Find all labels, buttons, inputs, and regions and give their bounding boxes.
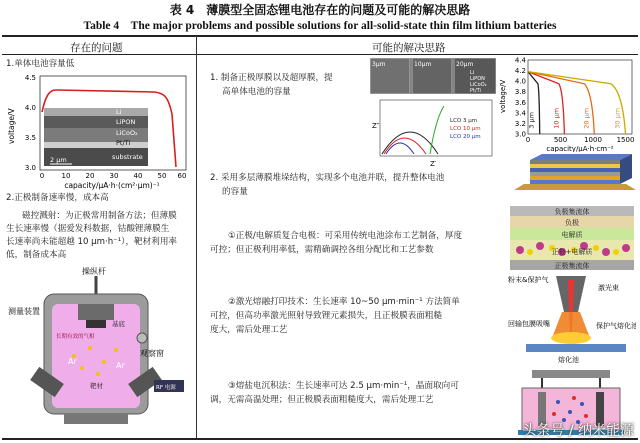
solution-3a: ①正极/电解质复合电极：可采用传统电池涂布工艺制备，厚度 xyxy=(228,231,463,241)
solution-5b: 调，无需高温处理；但正极膜表面粗糙度大，需后处理工艺 xyxy=(210,395,434,405)
y-tick-label: 3.2 xyxy=(514,119,526,128)
x-tick: 20 xyxy=(85,172,95,180)
fig1-xlabel: capacity/μA·h·(cm²·μm)⁻¹ xyxy=(64,181,160,190)
stack-licoo2: LiCoO₂ xyxy=(470,82,487,88)
substrate-label: 基底 xyxy=(112,320,125,328)
column-divider xyxy=(196,36,197,438)
top-rule xyxy=(2,35,638,37)
solution-4a: ②激光熔融打印技术：生长速率 10~50 μm·min⁻¹ 方法简单 xyxy=(228,297,460,307)
col-solution-header: 可能的解决思路 xyxy=(372,42,446,54)
solution-2b: 的容量 xyxy=(222,187,248,197)
fig1-capacity-chart xyxy=(4,72,192,190)
multilayer-stack xyxy=(510,150,636,202)
legend-lco3: LCO 3 μm xyxy=(450,118,478,124)
x-tick-label: 1500 xyxy=(616,136,635,144)
sem-20um: 20μm xyxy=(456,61,474,68)
powder-label: 粉末&保护气 xyxy=(508,276,549,284)
solution-5a: ③熔盐电沉积法：生长速率可达 2.5 μm·min⁻¹，晶面取向可 xyxy=(228,381,459,391)
table-title-cn: 表 4 薄膜型全固态锂电池存在的问题及可能的解决思路 xyxy=(169,3,471,17)
sputter-diagram xyxy=(4,264,192,436)
y-tick-label: 3.8 xyxy=(514,88,526,97)
beam-label: 激光束 xyxy=(598,284,619,292)
y-tick-label: 4.0 xyxy=(514,77,526,86)
table-title-en: Table 4 The major problems and possible solutions for all-solid-state thin film lithium batteries xyxy=(83,20,557,32)
layer-cathode-composite: 正极+电解质 xyxy=(551,248,593,256)
y-tick: 3.5 xyxy=(24,134,36,142)
x-tick: 10 xyxy=(61,172,71,180)
stack-ptti: Pt/Ti xyxy=(470,88,481,94)
target-label: 靶材 xyxy=(90,382,103,390)
chart-ylabel: voltage/V xyxy=(499,79,507,113)
legend-lco20: LCO 20 μm xyxy=(450,134,481,140)
z2-label: Z″ xyxy=(372,122,380,130)
rod-label: 操纵杆 xyxy=(82,267,106,276)
x-tick: 60 xyxy=(177,172,187,180)
layer-lipon: LiPON xyxy=(116,118,136,126)
sputter-line-2: 生长速率慢（据爱发科数据，钴酸锂薄膜生 xyxy=(6,224,170,234)
melt-label: 熔化池 xyxy=(558,356,579,364)
col-problem-header: 存在的问题 xyxy=(70,42,123,54)
x-tick-label: 0 xyxy=(525,136,531,144)
solution-4b: 可控，但高功率激光照射导致锂元素损失，且正极膜表面粗糙 xyxy=(210,311,443,321)
z1-label: Z′ xyxy=(430,160,437,168)
y-tick-label: 3.6 xyxy=(514,98,526,107)
solution-1a: 1. 制备正极厚膜以及超厚膜，提 xyxy=(210,73,333,83)
sputter-line-1: 磁控溅射：为正极常用制备方法；但薄膜 xyxy=(22,211,177,221)
x-tick: 50 xyxy=(157,172,167,180)
series-label-1: 3 μm xyxy=(527,112,536,129)
y-tick: 4.5 xyxy=(24,74,36,82)
sputter-line-4: 低，制备成本高 xyxy=(6,250,67,260)
layer-anode: 负极 xyxy=(565,219,579,227)
legend-lco10: LCO 10 μm xyxy=(450,126,481,132)
problem-1: 1.单体电池容量低 xyxy=(6,59,75,69)
x-tick: 40 xyxy=(133,172,143,180)
y-tick-label: 4.2 xyxy=(514,67,526,76)
layer-licoo2: LiCoO₂ xyxy=(116,129,138,137)
y-tick-label: 3.4 xyxy=(514,109,526,118)
layer-electrolyte: 电解质 xyxy=(561,231,583,239)
y-tick: 4.0 xyxy=(24,104,36,112)
composite-electrode-figure xyxy=(510,206,634,270)
layer-anode-cc: 负极集流体 xyxy=(554,208,590,216)
layer-substrate: substrate xyxy=(112,153,143,161)
sputter-line-3: 长速率尚未能超越 10 μm·h⁻¹），靶材利用率 xyxy=(6,237,178,247)
series-label-2: 10 μm xyxy=(552,107,561,129)
y-tick: 3.0 xyxy=(24,164,36,172)
stack-li: Li xyxy=(470,70,475,76)
sem-3um: 3μm xyxy=(372,61,386,68)
fig1-ylabel: voltage/V xyxy=(7,108,16,144)
svg-text:Ar: Ar xyxy=(116,361,125,370)
stack-lipon: LiPON xyxy=(470,76,485,82)
laser-printing-figure xyxy=(506,272,636,364)
layer-cathode-cc: 正极集流体 xyxy=(554,262,590,270)
watermark: 头条号 / 纳米能源 xyxy=(522,423,634,439)
x-tick-label: 500 xyxy=(553,136,568,144)
solution-1b: 高单体电池的容量 xyxy=(222,87,291,97)
layer-ptti: Pt/Ti xyxy=(116,139,131,147)
svg-text:Ar: Ar xyxy=(68,357,77,366)
layer-li: Li xyxy=(116,108,122,116)
x-tick: 0 xyxy=(39,172,45,180)
fig2-sem-impedance xyxy=(370,58,496,168)
scale-label: 2 μm xyxy=(50,156,67,164)
plasma-label: 长期有效的气相 xyxy=(56,334,95,340)
solution-4c: 度大，需后处理工艺 xyxy=(210,325,288,335)
series-label-3: 20 μm xyxy=(582,107,591,129)
problem-2: 2.正极制备速率慢，成本高 xyxy=(6,193,109,203)
solution-2a: 2. 采用多层薄膜堆垛结构，实现多个电池并联，提升整体电池 xyxy=(210,173,445,183)
solution-3b: 可控；但正极利用率低，需精确调控各组分配比和工艺参数 xyxy=(210,245,434,255)
x-tick-label: 1000 xyxy=(584,136,602,144)
series-label-4: 30 μm xyxy=(613,107,622,129)
sem-10um: 10μm xyxy=(414,61,432,68)
window-label: 观察窗 xyxy=(140,349,164,358)
chart-xlabel: capacity/μA·h·cm⁻² xyxy=(546,145,614,152)
gas-label: 保护气熔化池 xyxy=(596,322,636,330)
y-tick-label: 4.4 xyxy=(514,56,526,65)
rf-label: RF 电源 xyxy=(156,385,176,391)
recycle-label: 回输包膜吸嘴 xyxy=(508,320,550,328)
y-tick-label: 3.0 xyxy=(514,130,526,139)
device-label: 测量装置 xyxy=(8,307,40,316)
x-tick: 30 xyxy=(109,172,119,180)
fig2-thickness-chart xyxy=(498,56,638,152)
